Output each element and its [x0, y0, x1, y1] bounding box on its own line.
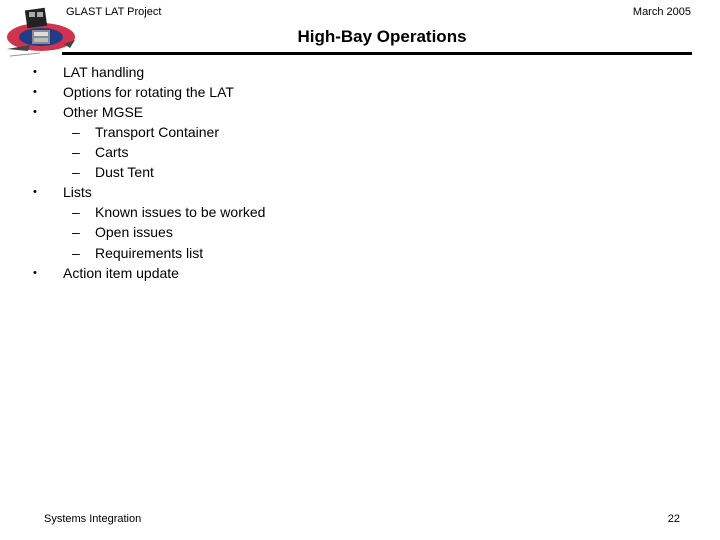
dash-mark: –: [72, 124, 80, 140]
presentation-date: March 2005: [632, 6, 691, 18]
list-item-text: Lists: [63, 184, 92, 200]
bullet-mark: •: [33, 106, 37, 118]
project-name: GLAST LAT Project: [66, 6, 162, 18]
list-subitem-text: Carts: [95, 144, 129, 160]
list-item-text: Action item update: [63, 265, 179, 281]
dash-mark: –: [72, 164, 80, 180]
bullet-mark: •: [33, 66, 37, 78]
list-subitem-text: Requirements list: [95, 245, 204, 261]
bullet-mark: •: [33, 86, 37, 98]
footer-section-name: Systems Integration: [44, 513, 142, 525]
list-item-text: Other MGSE: [63, 104, 144, 120]
dash-mark: –: [72, 204, 80, 220]
slide-title: High-Bay Operations: [297, 27, 467, 46]
list-item-text: LAT handling: [63, 64, 145, 80]
page-number: 22: [667, 513, 680, 525]
list-subitem-text: Dust Tent: [95, 164, 154, 180]
header-rule: [62, 52, 692, 55]
dash-mark: –: [72, 245, 80, 261]
list-subitem-text: Transport Container: [95, 124, 219, 140]
list-subitem-text: Known issues to be worked: [95, 204, 266, 220]
bullet-mark: •: [33, 186, 37, 198]
dash-mark: –: [72, 144, 80, 160]
list-subitem-text: Open issues: [95, 224, 173, 240]
bullet-mark: •: [33, 267, 37, 279]
list-item-text: Options for rotating the LAT: [63, 84, 234, 100]
dash-mark: –: [72, 224, 80, 240]
